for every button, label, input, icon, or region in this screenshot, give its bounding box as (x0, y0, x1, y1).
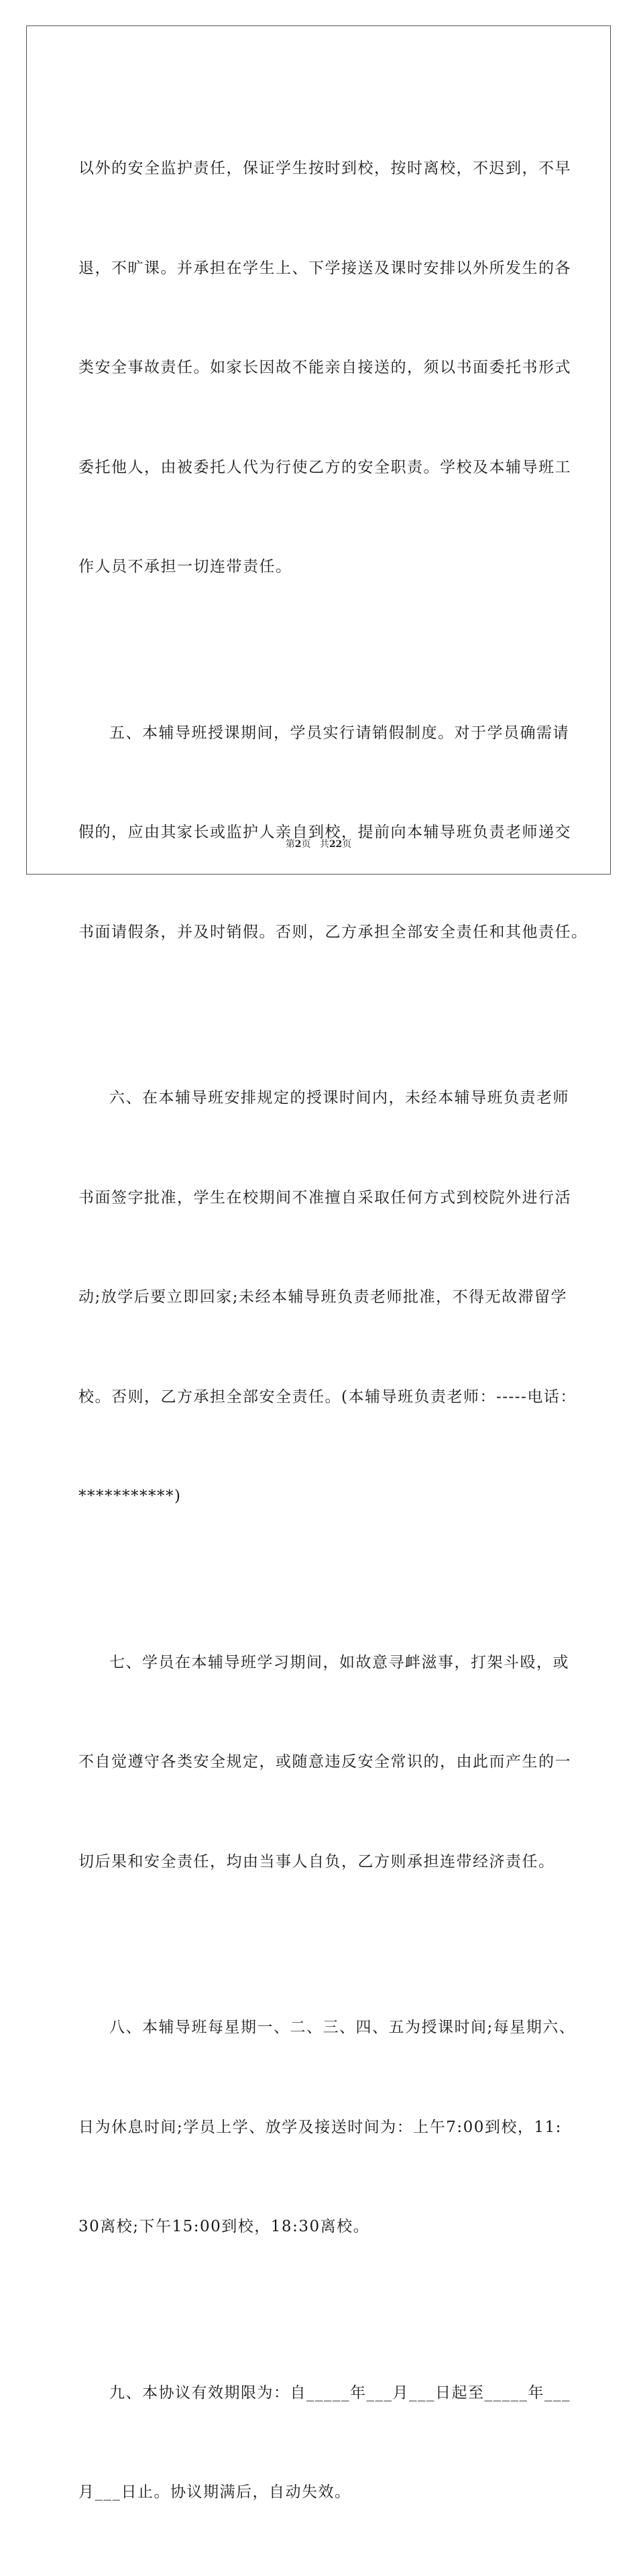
paragraph-continuation (78, 86, 572, 651)
text-line: 月___日止。协议期满后，自动失效。 (78, 2483, 351, 2501)
total-pages: 22 (329, 839, 343, 850)
text-line: 30离校;下午15:00到校，18:30离校。 (78, 2218, 370, 2235)
text-line: 假的，应由其家长或监护人亲自到校，提前向本辅导班负责老师递交 (78, 824, 571, 841)
text-line: 类安全事故责任。如家长因故不能亲自接送的，须以书面委托书形式 (78, 359, 571, 376)
total-suffix: 页 (342, 839, 352, 850)
text-line: 八、本辅导班每星期一、二、三、四、五为授课时间;每星期六、 (109, 2019, 576, 2036)
paragraph-clause-6 (78, 1015, 577, 1580)
paragraph-clause-9 (78, 2310, 572, 2576)
text-line: 校。否则，乙方承担全部安全责任。(本辅导班负责老师：-----电话： (78, 1388, 577, 1406)
paragraph-clause-8 (78, 1945, 576, 2310)
page-prefix: 第 (285, 839, 295, 850)
text-line: 不自觉遵守各类安全规定，或随意违反安全常识的，由此而产生的一 (78, 1753, 571, 1771)
text-line: 九、本协议有效期限为：自_____年___月___日起至_____年___ (109, 2384, 571, 2402)
page-number: 2 (294, 839, 302, 850)
text-line: 六、在本辅导班安排规定的授课时间内，未经本辅导班负责老师 (109, 1089, 569, 1107)
paragraph-clause-7 (78, 1580, 572, 1946)
text-line: 七、学员在本辅导班学习期间，如故意寻衅滋事，打架斗殴，或 (109, 1653, 569, 1671)
paragraph-clause-5 (78, 651, 588, 1016)
text-line: 五、本辅导班授课期间，学员实行请销假制度。对于学员确需请 (109, 724, 569, 742)
text-line: 切后果和安全责任，均由当事人自负，乙方则承担连带经济责任。 (78, 1852, 555, 1870)
page-footer (0, 837, 637, 850)
document-body (78, 86, 588, 2576)
text-line: 作人员不承担一切连带责任。 (78, 558, 292, 575)
text-line: 日为休息时间;学员上学、放学及接送时间为：上午7:00到校，11: (78, 2118, 562, 2136)
text-line: 退，不旷课。并承担在学生上、下学接送及课时安排以外所发生的各 (78, 259, 571, 277)
text-line: 书面请假条，并及时销假。否则，乙方承担全部安全责任和其他责任。 (78, 923, 588, 941)
text-line: 以外的安全监护责任，保证学生按时到校，按时离校，不迟到，不早 (78, 160, 571, 177)
text-line: 委托他人，由被委托人代为行使乙方的安全职责。学校及本辅导班工 (78, 458, 571, 476)
total-prefix: 共 (319, 839, 329, 850)
page-suffix: 页 (301, 839, 311, 850)
text-line: 动;放学后要立即回家;未经本辅导班负责老师批准，不得无故滞留学 (78, 1288, 567, 1306)
text-line: 书面签字批准，学生在校期间不准擅自采取任何方式到校院外进行活 (78, 1188, 571, 1207)
text-line: ***********) (78, 1488, 182, 1505)
